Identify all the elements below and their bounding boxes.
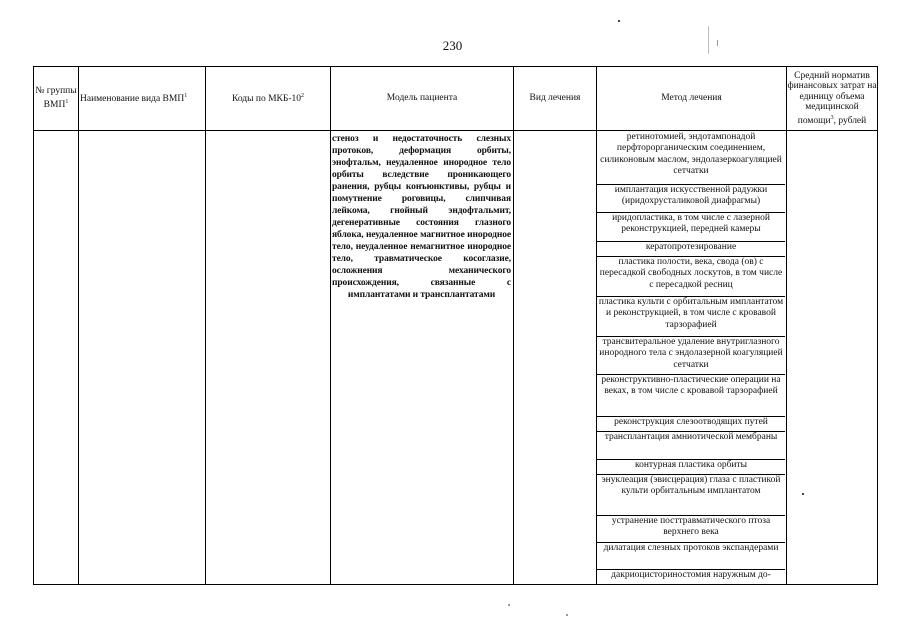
method-item: контурная пластика орбиты [597, 459, 785, 474]
method-item: энуклеация (эвисцерация) глаза с пластикой культи орбитальным имплантатом [597, 474, 785, 515]
method-item: дилатация слезных протоков экспандерами [597, 542, 785, 569]
header-treatment-type: Вид лечения [529, 93, 581, 103]
col-border [877, 66, 878, 585]
header-vmp-name: Наименование вида ВМП$^1$ [80, 93, 188, 105]
scan-speck [717, 40, 718, 46]
method-item: устранение посттравматического птоза верхнего века [597, 515, 785, 542]
method-item: пластика полости, века, свода (ов) с пересадкой свободных лоскутов, в том числе с пересадкой ресниц [597, 256, 785, 296]
method-item: дакриоцисториностомия наружным до- [597, 569, 785, 584]
header-icd-codes: Коды по МКБ-$10^2$ [231, 93, 305, 105]
method-item: реконструкция слезоотводящих путей [597, 416, 785, 431]
treatment-table [33, 66, 878, 585]
method-item: трансплантация амниотической мембраны [597, 431, 785, 459]
col-border [513, 66, 514, 585]
col-border [33, 66, 34, 585]
scan-speck [566, 614, 568, 616]
method-item: кератопротезирование [597, 241, 785, 256]
table-bottom-border [33, 584, 878, 585]
patient-model-text: стеноз и недостаточность слезных протоков, деформация орбиты, энофтальм, неудаленное инородное тело орбиты вследствие проникающего ранения, рубцы конъюнктивы, рубцы и помутнение роговицы, слипчивая лейкома, гнойный эндофтальмит, дегенеративные состояния глазного яблока, неудаленное магнитное инородное тело, неудаленное немагнитное инородное тело, травматическое косоглазие, осложнения механического происхождения, связанные с имплантатами и трансплантатами [332, 134, 511, 300]
method-item: иридопластика, в том числе с лазерной реконструкцией, передней камеры [597, 212, 785, 241]
col-border [205, 66, 206, 585]
header-bottom-border [33, 130, 878, 131]
scan-speck [802, 493, 804, 495]
scan-speck [508, 604, 510, 606]
header-average-cost: Средний норматив финансовых затрат на единицу объема медицинской помощи$^3$, рублей [787, 70, 877, 126]
method-item: реконструктивно-пластические операции на веках, в том числе с кровавой тарзорафией [597, 374, 785, 416]
method-item: пластика культи с орбитальным имплантатом и реконструкцией, в том числе с кровавой тарзорафией [597, 296, 785, 336]
method-item: ретинотомией, эндотампонадой перфторорганическим соединением, силиконовым маслом, эндолазеркоагуляцией сетчатки [600, 132, 782, 177]
header-group-number: № группы ВМП$^1$ [35, 85, 77, 111]
page-number: 230 [442, 38, 463, 53]
col-border [330, 66, 331, 585]
header-patient-model: Модель пациента [386, 93, 458, 103]
method-item: трансвитеральное удаление внутриглазного инородного тела с эндолазерной коагуляцией сетчатки [597, 336, 785, 374]
col-border [786, 66, 787, 585]
col-border [78, 66, 79, 585]
scan-speck [708, 26, 709, 54]
header-treatment-method: Метод лечения [661, 93, 722, 103]
scan-speck [618, 20, 620, 22]
method-item: имплантация искусственной радужки (иридохрусталиковой диафрагмы) [597, 184, 785, 212]
